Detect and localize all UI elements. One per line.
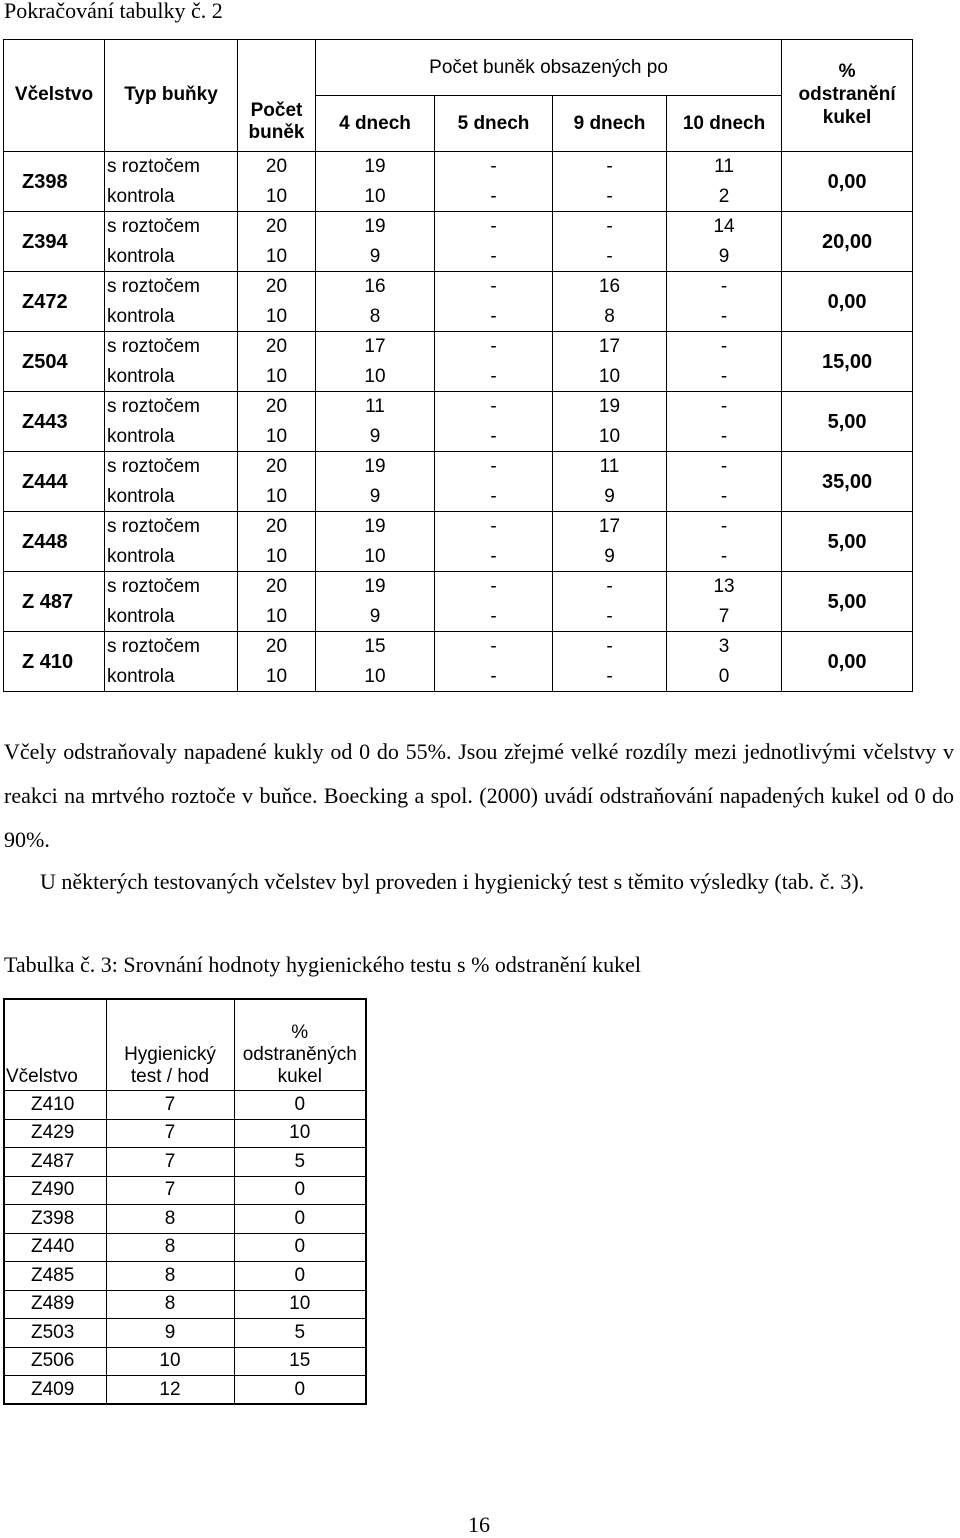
colony-cell: Z443 xyxy=(4,392,105,452)
day-9-value: - xyxy=(553,602,667,632)
col-header-day-5: 5 dnech xyxy=(435,96,553,152)
day-5-value: - xyxy=(435,332,553,362)
hygienic-test-value: 7 xyxy=(106,1119,234,1148)
cell-type: kontrola xyxy=(105,302,238,332)
percent-removed-value: 5 xyxy=(234,1148,366,1177)
day-4-value: 9 xyxy=(316,602,435,632)
table-row xyxy=(4,662,913,692)
percent-removed-value: 0 xyxy=(234,1205,366,1234)
day-10-value: 13 xyxy=(667,572,782,602)
day-10-value: - xyxy=(667,332,782,362)
col-header-colony: Včelstvo xyxy=(4,40,105,152)
percent-removed: 20,00 xyxy=(782,212,913,272)
hygienic-test-value: 8 xyxy=(106,1205,234,1234)
day-10-value: - xyxy=(667,362,782,392)
day-5-value: - xyxy=(435,482,553,512)
table-row xyxy=(4,1148,366,1177)
colony-cell: Z410 xyxy=(4,1091,106,1120)
percent-removed: 15,00 xyxy=(782,332,913,392)
cell-type: kontrola xyxy=(105,662,238,692)
day-9-value: - xyxy=(553,182,667,212)
day-10-value: - xyxy=(667,452,782,482)
cell-count: 10 xyxy=(238,302,316,332)
hygienic-test-value: 7 xyxy=(106,1091,234,1120)
day-10-value: 2 xyxy=(667,182,782,212)
day-4-value: 19 xyxy=(316,512,435,542)
day-9-value: 9 xyxy=(553,482,667,512)
day-9-value: 9 xyxy=(553,542,667,572)
colony-cell: Z398 xyxy=(4,1205,106,1234)
col-header-day-10: 10 dnech xyxy=(667,96,782,152)
table-row xyxy=(4,1176,366,1205)
table-row xyxy=(4,1091,366,1120)
day-5-value: - xyxy=(435,152,553,182)
colony-cell: Z394 xyxy=(4,212,105,272)
hygienic-test-value: 10 xyxy=(106,1347,234,1376)
table-3-body xyxy=(4,1091,366,1405)
cell-type: s roztočem xyxy=(105,212,238,242)
table-row xyxy=(4,632,913,662)
day-5-value: - xyxy=(435,512,553,542)
hygienic-test-value: 12 xyxy=(106,1376,234,1405)
day-10-value: - xyxy=(667,482,782,512)
col-header-percent-removed: % odstraněných kukel xyxy=(234,999,366,1091)
table-row xyxy=(4,212,913,242)
percent-removed: 5,00 xyxy=(782,572,913,632)
day-10-value: - xyxy=(667,422,782,452)
hygienic-test-value: 8 xyxy=(106,1290,234,1319)
table-row xyxy=(4,302,913,332)
percent-removed: 5,00 xyxy=(782,392,913,452)
day-10-value: - xyxy=(667,272,782,302)
percent-removed-value: 5 xyxy=(234,1319,366,1348)
cell-type: s roztočem xyxy=(105,512,238,542)
colony-cell: Z448 xyxy=(4,512,105,572)
col-header-group: Počet buněk obsazených po xyxy=(316,40,782,96)
cell-count: 10 xyxy=(238,422,316,452)
day-9-value: - xyxy=(553,212,667,242)
cell-type: kontrola xyxy=(105,482,238,512)
day-4-value: 9 xyxy=(316,482,435,512)
cell-count: 20 xyxy=(238,272,316,302)
col-header-cell-type: Typ buňky xyxy=(105,40,238,152)
colony-cell: Z490 xyxy=(4,1176,106,1205)
table-row xyxy=(4,1376,366,1405)
table-2-body xyxy=(4,152,913,692)
colony-cell: Z506 xyxy=(4,1347,106,1376)
day-4-value: 19 xyxy=(316,572,435,602)
cell-count: 10 xyxy=(238,362,316,392)
day-10-value: - xyxy=(667,302,782,332)
day-10-value: 14 xyxy=(667,212,782,242)
cell-type: kontrola xyxy=(105,182,238,212)
colony-cell: Z429 xyxy=(4,1119,106,1148)
col-header-hygienic-test: Hygienický test / hod xyxy=(106,999,234,1091)
colony-cell: Z398 xyxy=(4,152,105,212)
percent-removed: 0,00 xyxy=(782,272,913,332)
table-row xyxy=(4,542,913,572)
colony-cell: Z489 xyxy=(4,1290,106,1319)
day-9-value: - xyxy=(553,662,667,692)
day-5-value: - xyxy=(435,182,553,212)
table-row xyxy=(4,1290,366,1319)
day-5-value: - xyxy=(435,632,553,662)
table-row xyxy=(4,482,913,512)
percent-removed-value: 0 xyxy=(234,1091,366,1120)
percent-removed-value: 0 xyxy=(234,1176,366,1205)
day-10-value: - xyxy=(667,542,782,572)
table-row xyxy=(4,152,913,182)
table-row xyxy=(4,272,913,302)
table-row xyxy=(4,392,913,422)
cell-type: kontrola xyxy=(105,362,238,392)
percent-removed-value: 10 xyxy=(234,1290,366,1319)
day-5-value: - xyxy=(435,572,553,602)
colony-cell: Z440 xyxy=(4,1233,106,1262)
table-row xyxy=(4,602,913,632)
day-4-value: 10 xyxy=(316,662,435,692)
day-10-value: - xyxy=(667,512,782,542)
day-5-value: - xyxy=(435,242,553,272)
colony-cell: Z472 xyxy=(4,272,105,332)
cell-count: 20 xyxy=(238,512,316,542)
day-5-value: - xyxy=(435,362,553,392)
day-4-value: 10 xyxy=(316,182,435,212)
colony-cell: Z444 xyxy=(4,452,105,512)
cell-count: 10 xyxy=(238,482,316,512)
cell-count: 20 xyxy=(238,572,316,602)
cell-type: s roztočem xyxy=(105,152,238,182)
cell-count: 20 xyxy=(238,332,316,362)
cell-count: 20 xyxy=(238,212,316,242)
table-row xyxy=(4,1119,366,1148)
hygienic-test-value: 8 xyxy=(106,1262,234,1291)
day-4-value: 9 xyxy=(316,242,435,272)
colony-cell: Z487 xyxy=(4,1148,106,1177)
day-9-value: 11 xyxy=(553,452,667,482)
day-10-value: 9 xyxy=(667,242,782,272)
paragraph-1: Včely odstraňovaly napadené kukly od 0 do 55%. Jsou zřejmé velké rozdíly mezi jednotlivými včelstvy v reakci na mrtvého roztoče v buňce. Boecking a spol. (2000) uvádí odstraňování napadených kukel od 0 do 90%. xyxy=(4,739,954,852)
cell-count: 10 xyxy=(238,662,316,692)
col-header-colony: Včelstvo xyxy=(4,999,106,1091)
table-3 xyxy=(3,998,367,1405)
table-row xyxy=(4,422,913,452)
colony-cell: Z485 xyxy=(4,1262,106,1291)
cell-count: 20 xyxy=(238,632,316,662)
hygienic-test-value: 9 xyxy=(106,1319,234,1348)
percent-removed-value: 15 xyxy=(234,1347,366,1376)
percent-removed-value: 0 xyxy=(234,1233,366,1262)
table-row xyxy=(4,242,913,272)
day-4-value: 19 xyxy=(316,152,435,182)
cell-count: 10 xyxy=(238,542,316,572)
col-header-day-4: 4 dnech xyxy=(316,96,435,152)
cell-type: kontrola xyxy=(105,602,238,632)
table-3-title: Tabulka č. 3: Srovnání hodnoty hygienického testu s % odstranění kukel xyxy=(4,952,641,977)
day-9-value: 8 xyxy=(553,302,667,332)
colony-cell: Z 410 xyxy=(4,632,105,692)
table-row xyxy=(4,1262,366,1291)
table-row xyxy=(4,1319,366,1348)
cell-count: 10 xyxy=(238,602,316,632)
page-number: 16 xyxy=(468,1512,490,1537)
table-row xyxy=(4,332,913,362)
colony-cell: Z409 xyxy=(4,1376,106,1405)
day-9-value: 17 xyxy=(553,332,667,362)
cell-count: 20 xyxy=(238,452,316,482)
day-10-value: - xyxy=(667,392,782,422)
cell-count: 20 xyxy=(238,152,316,182)
day-4-value: 10 xyxy=(316,362,435,392)
day-9-value: - xyxy=(553,572,667,602)
day-5-value: - xyxy=(435,302,553,332)
continuation-label: Pokračování tabulky č. 2 xyxy=(4,0,223,23)
day-9-value: 10 xyxy=(553,362,667,392)
cell-type: s roztočem xyxy=(105,572,238,602)
percent-removed-value: 10 xyxy=(234,1119,366,1148)
cell-count: 20 xyxy=(238,392,316,422)
cell-type: s roztočem xyxy=(105,452,238,482)
day-4-value: 9 xyxy=(316,422,435,452)
cell-type: kontrola xyxy=(105,542,238,572)
day-5-value: - xyxy=(435,272,553,302)
table-2-continuation xyxy=(3,39,913,692)
day-10-value: 3 xyxy=(667,632,782,662)
table-row xyxy=(4,452,913,482)
hygienic-test-value: 7 xyxy=(106,1148,234,1177)
day-10-value: 7 xyxy=(667,602,782,632)
cell-count: 10 xyxy=(238,182,316,212)
day-4-value: 11 xyxy=(316,392,435,422)
hygienic-test-value: 7 xyxy=(106,1176,234,1205)
day-9-value: - xyxy=(553,152,667,182)
colony-cell: Z 487 xyxy=(4,572,105,632)
day-10-value: 11 xyxy=(667,152,782,182)
colony-cell: Z504 xyxy=(4,332,105,392)
percent-removed: 5,00 xyxy=(782,512,913,572)
cell-type: s roztočem xyxy=(105,632,238,662)
day-5-value: - xyxy=(435,392,553,422)
day-9-value: - xyxy=(553,242,667,272)
cell-type: s roztočem xyxy=(105,332,238,362)
table-row xyxy=(4,1205,366,1234)
percent-removed-value: 0 xyxy=(234,1376,366,1405)
percent-removed-value: 0 xyxy=(234,1262,366,1291)
percent-removed: 0,00 xyxy=(782,152,913,212)
day-4-value: 16 xyxy=(316,272,435,302)
cell-type: kontrola xyxy=(105,242,238,272)
day-9-value: - xyxy=(553,632,667,662)
cell-type: kontrola xyxy=(105,422,238,452)
cell-type: s roztočem xyxy=(105,272,238,302)
day-9-value: 17 xyxy=(553,512,667,542)
table-row xyxy=(4,182,913,212)
cell-count: 10 xyxy=(238,242,316,272)
day-5-value: - xyxy=(435,662,553,692)
col-header-percent: % odstranění kukel xyxy=(782,40,913,152)
day-4-value: 17 xyxy=(316,332,435,362)
hygienic-test-value: 8 xyxy=(106,1233,234,1262)
day-5-value: - xyxy=(435,542,553,572)
cell-type: s roztočem xyxy=(105,392,238,422)
paragraph-2: U některých testovaných včelstev byl proveden i hygienický test s těmito výsledky (tab. č. 3). xyxy=(40,869,865,894)
colony-cell: Z503 xyxy=(4,1319,106,1348)
table-row xyxy=(4,362,913,392)
percent-removed: 35,00 xyxy=(782,452,913,512)
table-row xyxy=(4,1347,366,1376)
day-5-value: - xyxy=(435,452,553,482)
day-4-value: 15 xyxy=(316,632,435,662)
percent-removed: 0,00 xyxy=(782,632,913,692)
day-9-value: 19 xyxy=(553,392,667,422)
day-10-value: 0 xyxy=(667,662,782,692)
day-4-value: 10 xyxy=(316,542,435,572)
day-4-value: 19 xyxy=(316,452,435,482)
col-header-cell-count: Počet buněk xyxy=(238,40,316,152)
day-9-value: 10 xyxy=(553,422,667,452)
day-4-value: 8 xyxy=(316,302,435,332)
col-header-day-9: 9 dnech xyxy=(553,96,667,152)
table-row xyxy=(4,512,913,542)
table-row xyxy=(4,1233,366,1262)
day-4-value: 19 xyxy=(316,212,435,242)
day-5-value: - xyxy=(435,602,553,632)
day-5-value: - xyxy=(435,422,553,452)
day-5-value: - xyxy=(435,212,553,242)
table-row xyxy=(4,572,913,602)
day-9-value: 16 xyxy=(553,272,667,302)
